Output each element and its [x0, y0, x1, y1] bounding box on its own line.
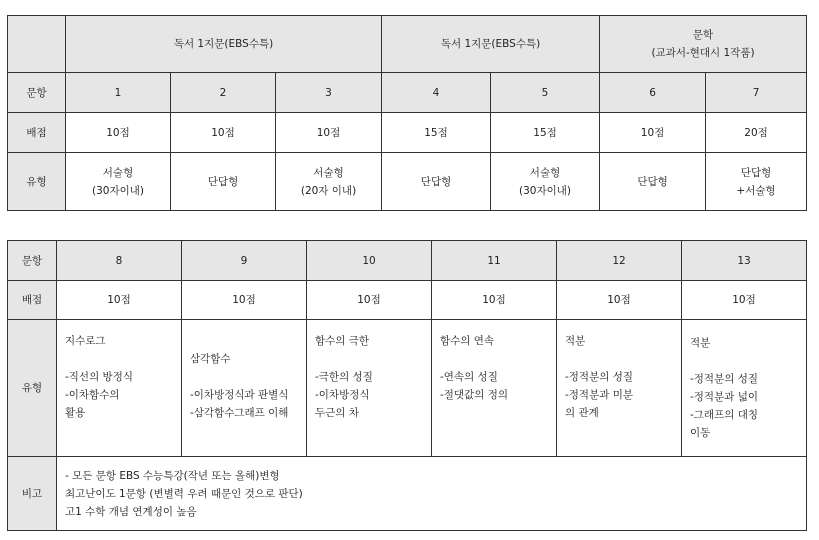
question-number: 4 [382, 73, 491, 113]
note-cell: - 모든 문항 EBS 수능특강(작년 또는 올해)변형 최고난이도 1문항 (변별력 우려 때문인 것으로 판단) 고1 수학 개념 연계성이 높음 [57, 457, 807, 531]
score-cell: 20점 [706, 113, 807, 153]
group-header: 독서 1지문(EBS수특) [66, 16, 382, 73]
question-number: 13 [682, 241, 807, 281]
row-label-note: 비고 [8, 457, 57, 531]
score-cell: 10점 [66, 113, 171, 153]
question-number: 10 [307, 241, 432, 281]
type-cell: 단답형 [171, 153, 276, 211]
question-number: 6 [600, 73, 706, 113]
corner-cell [8, 16, 66, 73]
score-cell: 10점 [600, 113, 706, 153]
score-cell: 10점 [182, 281, 307, 320]
question-number: 5 [491, 73, 600, 113]
question-number: 8 [57, 241, 182, 281]
row-label-score: 배점 [8, 113, 66, 153]
type-cell: 단답형 [382, 153, 491, 211]
group-header: 독서 1지문(EBS수특) [382, 16, 600, 73]
type-cell: 함수의 연속 -연속의 성질 -절댓값의 정의 [432, 320, 557, 457]
question-number: 9 [182, 241, 307, 281]
row-label-score: 배점 [8, 281, 57, 320]
type-cell: 단답형 [600, 153, 706, 211]
type-cell: 적분 -정적분의 성질 -정적분과 미분 의 관계 [557, 320, 682, 457]
score-cell: 10점 [432, 281, 557, 320]
question-number: 12 [557, 241, 682, 281]
score-cell: 10점 [307, 281, 432, 320]
row-label-number: 문항 [8, 73, 66, 113]
type-cell: 함수의 극한 -극한의 성질 -이차방정식 두근의 차 [307, 320, 432, 457]
score-cell: 15점 [491, 113, 600, 153]
question-number: 7 [706, 73, 807, 113]
exam-table-2 [7, 240, 807, 531]
score-cell: 10점 [57, 281, 182, 320]
type-cell: 서술형 (20자 이내) [276, 153, 382, 211]
score-cell: 10점 [276, 113, 382, 153]
type-cell: 적분 -정적분의 성질 -정적분과 넓이 -그래프의 대칭 이동 [682, 320, 807, 457]
question-number: 3 [276, 73, 382, 113]
row-label-type: 유형 [8, 320, 57, 457]
type-cell: 지수로그 -직선의 방정식 -이차함수의 활용 [57, 320, 182, 457]
type-cell: 서술형 (30자이내) [491, 153, 600, 211]
question-number: 2 [171, 73, 276, 113]
score-cell: 10점 [557, 281, 682, 320]
question-number: 11 [432, 241, 557, 281]
exam-table-1 [7, 15, 807, 211]
score-cell: 10점 [171, 113, 276, 153]
score-cell: 15점 [382, 113, 491, 153]
question-number: 1 [66, 73, 171, 113]
type-cell: 서술형 (30자이내) [66, 153, 171, 211]
row-label-type: 유형 [8, 153, 66, 211]
score-cell: 10점 [682, 281, 807, 320]
group-header: 문학 (교과서-현대시 1작품) [600, 16, 807, 73]
type-cell: 삼각함수 -이차방정식과 판별식 -삼각함수그래프 이해 [182, 320, 307, 457]
type-cell: 단답형 +서술형 [706, 153, 807, 211]
row-label-number: 문항 [8, 241, 57, 281]
